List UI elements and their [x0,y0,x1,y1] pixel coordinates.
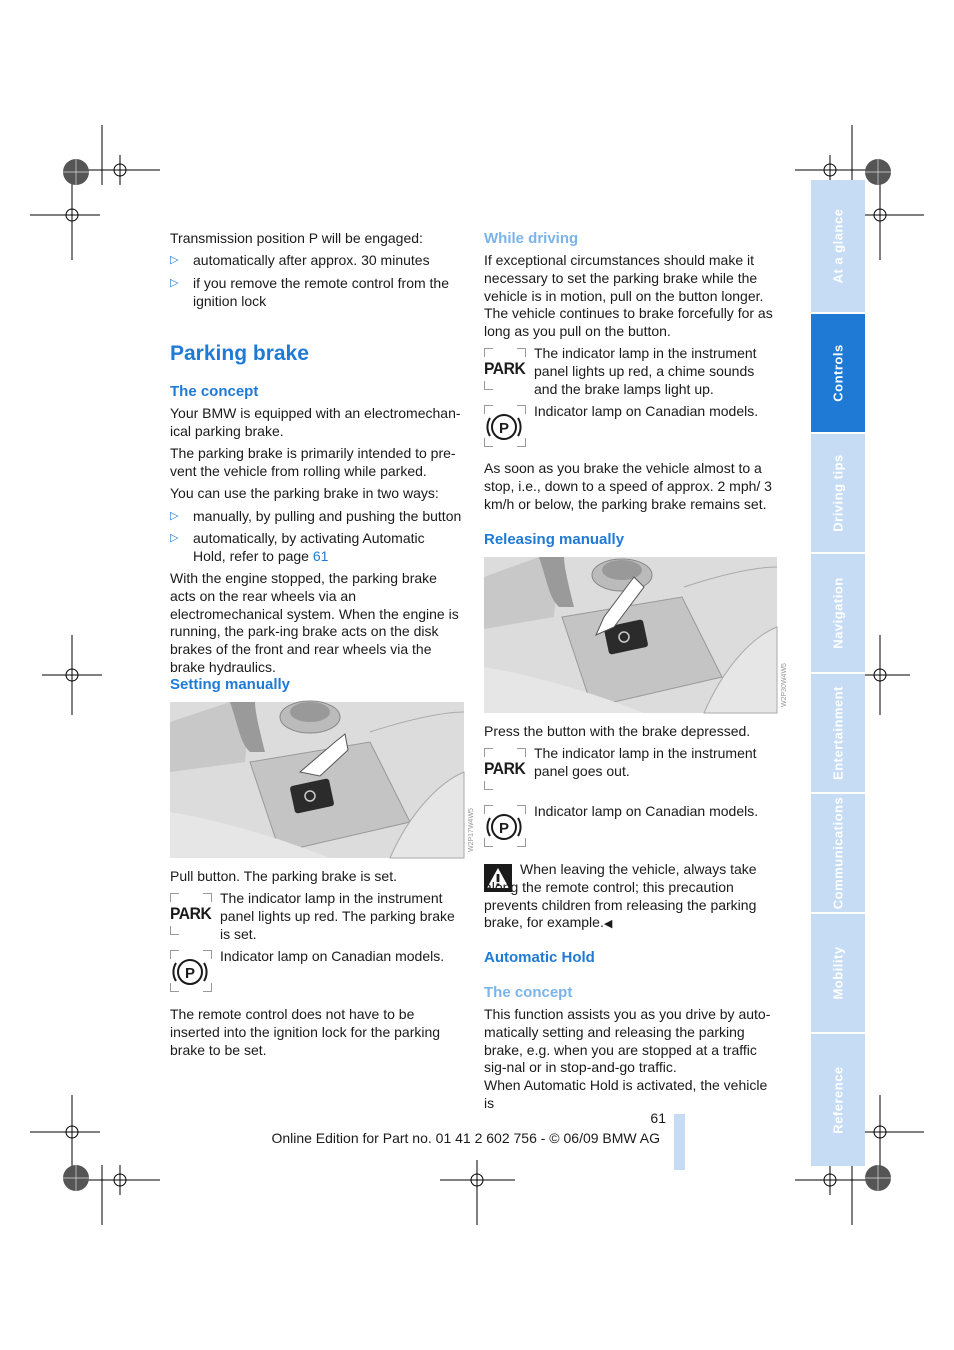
edition-footer: Online Edition for Part no. 01 41 2 602 756 - © 06/09 BMW AG [271,1130,660,1146]
svg-text:P: P [184,965,196,982]
concept-paragraph: Your BMW is equipped with an electromechan-ical parking brake. [170,405,461,439]
releasing-manually-illustration [484,557,788,713]
tab-driving-tips[interactable]: Driving tips [811,434,865,554]
park-indicator-icon: PARK [484,748,526,790]
figure-caption: Press the button with the brake depressed. [484,723,751,739]
list-item: ▷ automatically, by activating Automatic Hold, refer to page 61 [170,530,425,564]
page-title: Parking brake [170,342,309,365]
console-drawing [484,557,777,713]
indicator-description: The indicator lamp in the instrument panel lights up red, a chime sounds and the brake lamps light up. [534,345,757,397]
remote-control-paragraph: The remote control does not have to be inserted into the ignition lock for the parking brake to be set. [170,1006,441,1058]
tab-communications[interactable]: Communications [811,794,865,914]
page-marker-bar [674,1114,685,1170]
concept-paragraph: The parking brake is primarily intended to pre-vent the vehicle from rolling while parked. [170,445,456,479]
tab-navigation[interactable]: Navigation [811,554,865,674]
releasing-heading: Releasing manually [484,531,625,548]
tab-reference[interactable]: Reference [811,1034,865,1166]
while-driving-heading: While driving [484,230,579,247]
figure-code: W2P17W4W5 [468,808,475,852]
figure-caption: Pull button. The parking brake is set. [170,868,397,884]
canadian-parking-indicator-icon [484,805,526,847]
warning-text: When leaving the vehicle, always take along the remote control; this precaution prevents children from releasing the parking brake, for example.◀ [484,861,757,931]
concept-paragraph: With the engine stopped, the parking brake acts on the rear wheels via an electromechanical system. When the engine is running, the park-ing brake acts on the disk brakes of the front and rear wheels via the brake hydraulics. [170,570,459,675]
list-item: ▷ if you remove the remote control from the ignition lock [170,275,449,309]
setting-heading: Setting manually [170,676,291,693]
indicator-description: Indicator lamp on Canadian models. [534,403,759,419]
list-item: ▷ manually, by pulling and pushing the button [170,508,462,524]
park-indicator-icon: PARK [484,348,526,390]
indicator-description: Indicator lamp on Canadian models. [220,948,445,964]
bullet-icon: ▷ [170,277,179,289]
indicator-description: The indicator lamp in the instrument panel goes out. [534,745,757,779]
concept-paragraph: You can use the parking brake in two ways: [170,485,439,501]
canadian-parking-indicator-icon [484,405,526,447]
intro-text: Transmission position P will be engaged: [170,230,423,246]
tab-controls[interactable]: Controls [811,314,865,434]
page-link[interactable]: 61 [312,547,329,564]
bullet-icon: ▷ [170,510,179,522]
automatic-hold-paragraph: When Automatic Hold is activated, the vehicle is [484,1077,768,1111]
svg-text:P: P [498,820,510,837]
while-driving-paragraph: If exceptional circumstances should make it necessary to set the parking brake while the vehicle is in motion, pull on the button longer. The vehicle continues to brake forcefully for as long as you pull on the button. [484,252,773,340]
page-number: 61 [650,1110,666,1126]
bullet-icon: ▷ [170,532,179,544]
canadian-parking-indicator-icon [170,950,212,992]
svg-text:P: P [498,420,510,437]
bullet-icon: ▷ [170,254,179,266]
indicator-description: The indicator lamp in the instrument panel lights up red. The parking brake is set. [220,890,455,942]
list-item: ▷ automatically after approx. 30 minutes [170,252,430,268]
automatic-hold-concept-heading: The concept [484,984,573,1001]
concept-heading: The concept [170,383,259,400]
end-marker-icon: ◀ [603,918,613,931]
automatic-hold-paragraph: This function assists you as you drive by auto-matically setting and releasing the parking brake, e.g. when you are stopped at a traffic sig-nal or in stop-and-go traffic. [484,1006,771,1076]
tab-mobility[interactable]: Mobility [811,914,865,1034]
while-driving-paragraph: As soon as you brake the vehicle almost to a stop, i.e., down to a speed of approx. 2 mph/ 3 km/h or below, the parking brake remains set. [484,460,772,512]
console-drawing [170,702,464,858]
tab-entertainment[interactable]: Entertainment [811,674,865,794]
park-indicator-icon: PARK [170,893,212,935]
tab-at-a-glance[interactable]: At a glance [811,180,865,314]
setting-manually-illustration [170,702,475,858]
indicator-description: Indicator lamp on Canadian models. [534,803,759,819]
figure-code: W2P30W4W5 [781,663,788,707]
automatic-hold-heading: Automatic Hold [484,949,595,966]
